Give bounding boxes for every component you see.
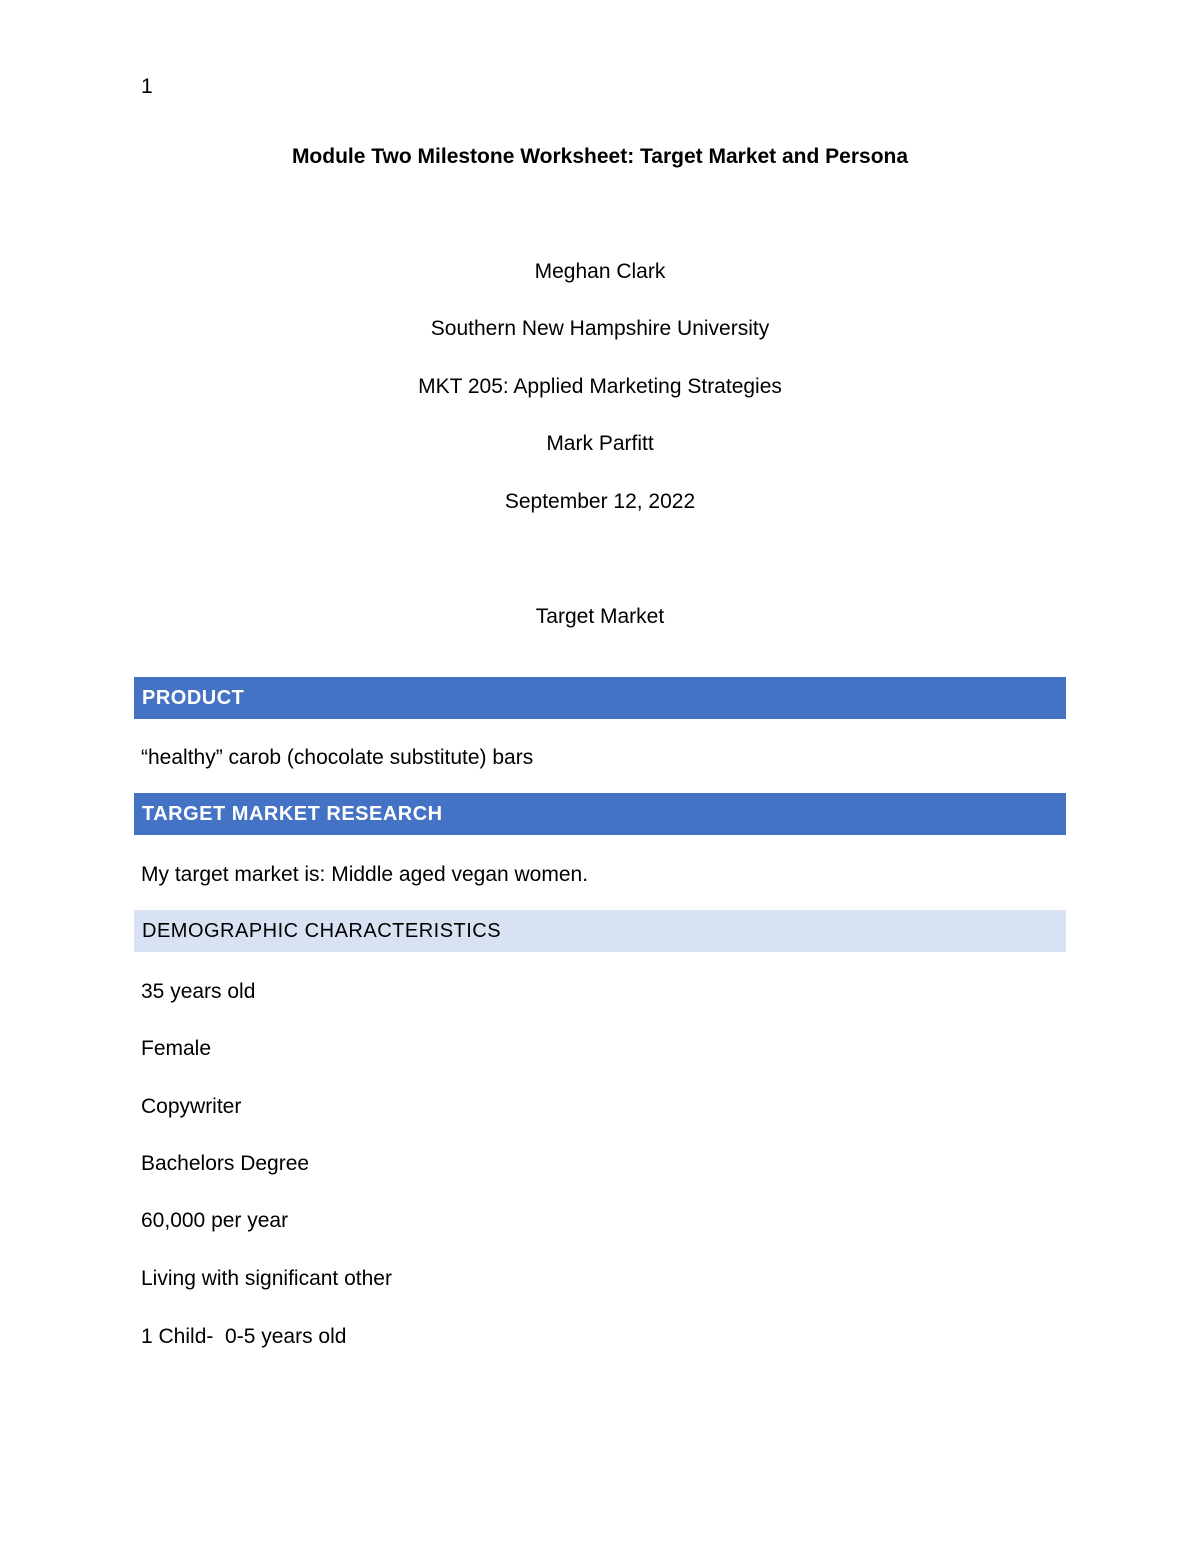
institution-name: Southern New Hampshire University <box>430 317 770 340</box>
instructor-name: Mark Parfitt <box>546 432 654 455</box>
course-name: MKT 205: Applied Marketing Strategies <box>418 375 782 398</box>
demographic-item-living: Living with significant other <box>141 1267 392 1290</box>
target-market-research-header: TARGET MARKET RESEARCH <box>134 793 1066 835</box>
document-date: September 12, 2022 <box>504 490 696 513</box>
demographic-item-occupation: Copywriter <box>141 1095 242 1118</box>
demographic-header: DEMOGRAPHIC CHARACTERISTICS <box>134 910 1066 952</box>
demographic-item-gender: Female <box>141 1037 212 1060</box>
page-number: 1 <box>141 75 153 98</box>
product-header: PRODUCT <box>134 677 1066 719</box>
demographic-item-age: 35 years old <box>141 980 256 1003</box>
product-text: “healthy” carob (chocolate substitute) bars <box>141 746 534 769</box>
target-market-text: My target market is: Middle aged vegan women. <box>141 863 589 886</box>
demographic-item-education: Bachelors Degree <box>141 1152 310 1175</box>
demographic-item-income: 60,000 per year <box>141 1209 289 1232</box>
demographic-item-children: 1 Child- 0-5 years old <box>141 1325 347 1348</box>
section-title: Target Market <box>535 605 665 628</box>
document-title: Module Two Milestone Worksheet: Target Market and Persona <box>291 145 909 168</box>
author-name: Meghan Clark <box>534 260 666 283</box>
